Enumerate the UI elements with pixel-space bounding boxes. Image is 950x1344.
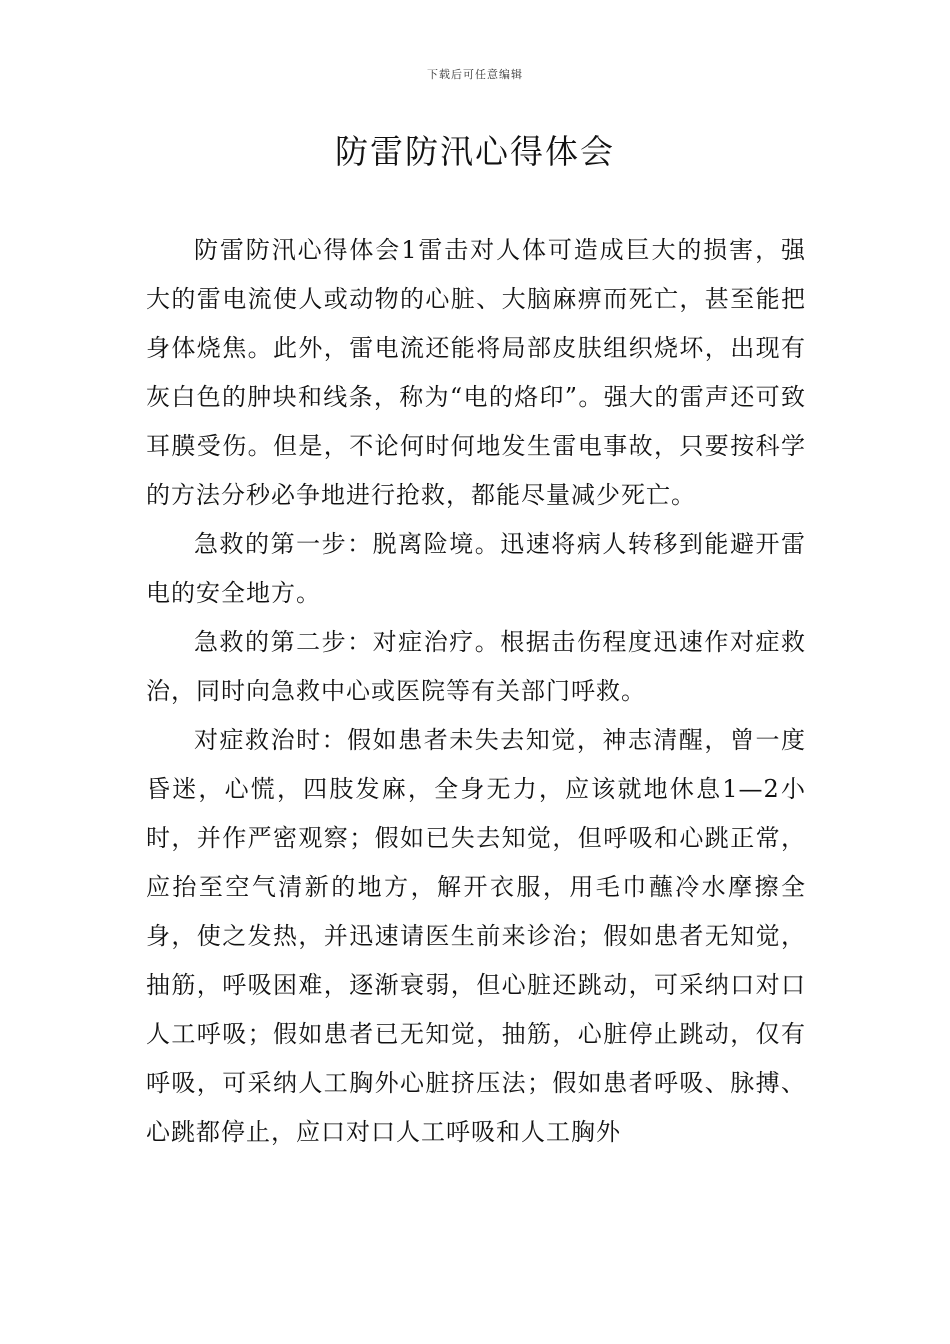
paragraph-symptom-treatment: 对症救治时：假如患者未失去知觉，神志清醒，曾一度昏迷，心慌，四肢发麻，全身无力，应该就地休息1—2小时，并作严密观察；假如已失去知觉，但呼吸和心跳正常，应抬至空气清新的地方，解开衣服，用毛巾蘸冷水摩擦全身，使之发热，并迅速请医生前来诊治；假如患者无知觉，抽筋，呼吸困难，逐渐衰弱，但心脏还跳动，可采纳口对口人工呼吸；假如患者已无知觉，抽筋，心脏停止跳动，仅有呼吸，可采纳人工胸外心脏挤压法；假如患者呼吸、脉搏、心跳都停止，应口对口人工呼吸和人工胸外	[146, 726, 806, 1146]
document-body	[146, 226, 806, 1157]
paragraph-lightning-harm: 防雷防汛心得体会1雷击对人体可造成巨大的损害，强大的雷电流使人或动物的心脏、大脑麻痹而死亡，甚至能把身体烧焦。此外，雷电流还能将局部皮肤组织烧坏，出现有灰白色的肿块和线条，称为“电的烙印”。强大的雷声还可致耳膜受伤。但是，不论何时何地发生雷电事故，只要按科学的方法分秒必争地进行抢救，都能尽量减少死亡。	[146, 236, 806, 509]
paragraph-first-aid-step-one: 急救的第一步：脱离险境。迅速将病人转移到能避开雷电的安全地方。	[146, 530, 806, 607]
paragraph-first-aid-step-two: 急救的第二步：对症治疗。根据击伤程度迅速作对症救治，同时向急救中心或医院等有关部门呼救。	[146, 628, 806, 705]
header-note: 下载后可任意编辑	[427, 68, 523, 81]
document-title: 防雷防汛心得体会	[335, 132, 615, 171]
